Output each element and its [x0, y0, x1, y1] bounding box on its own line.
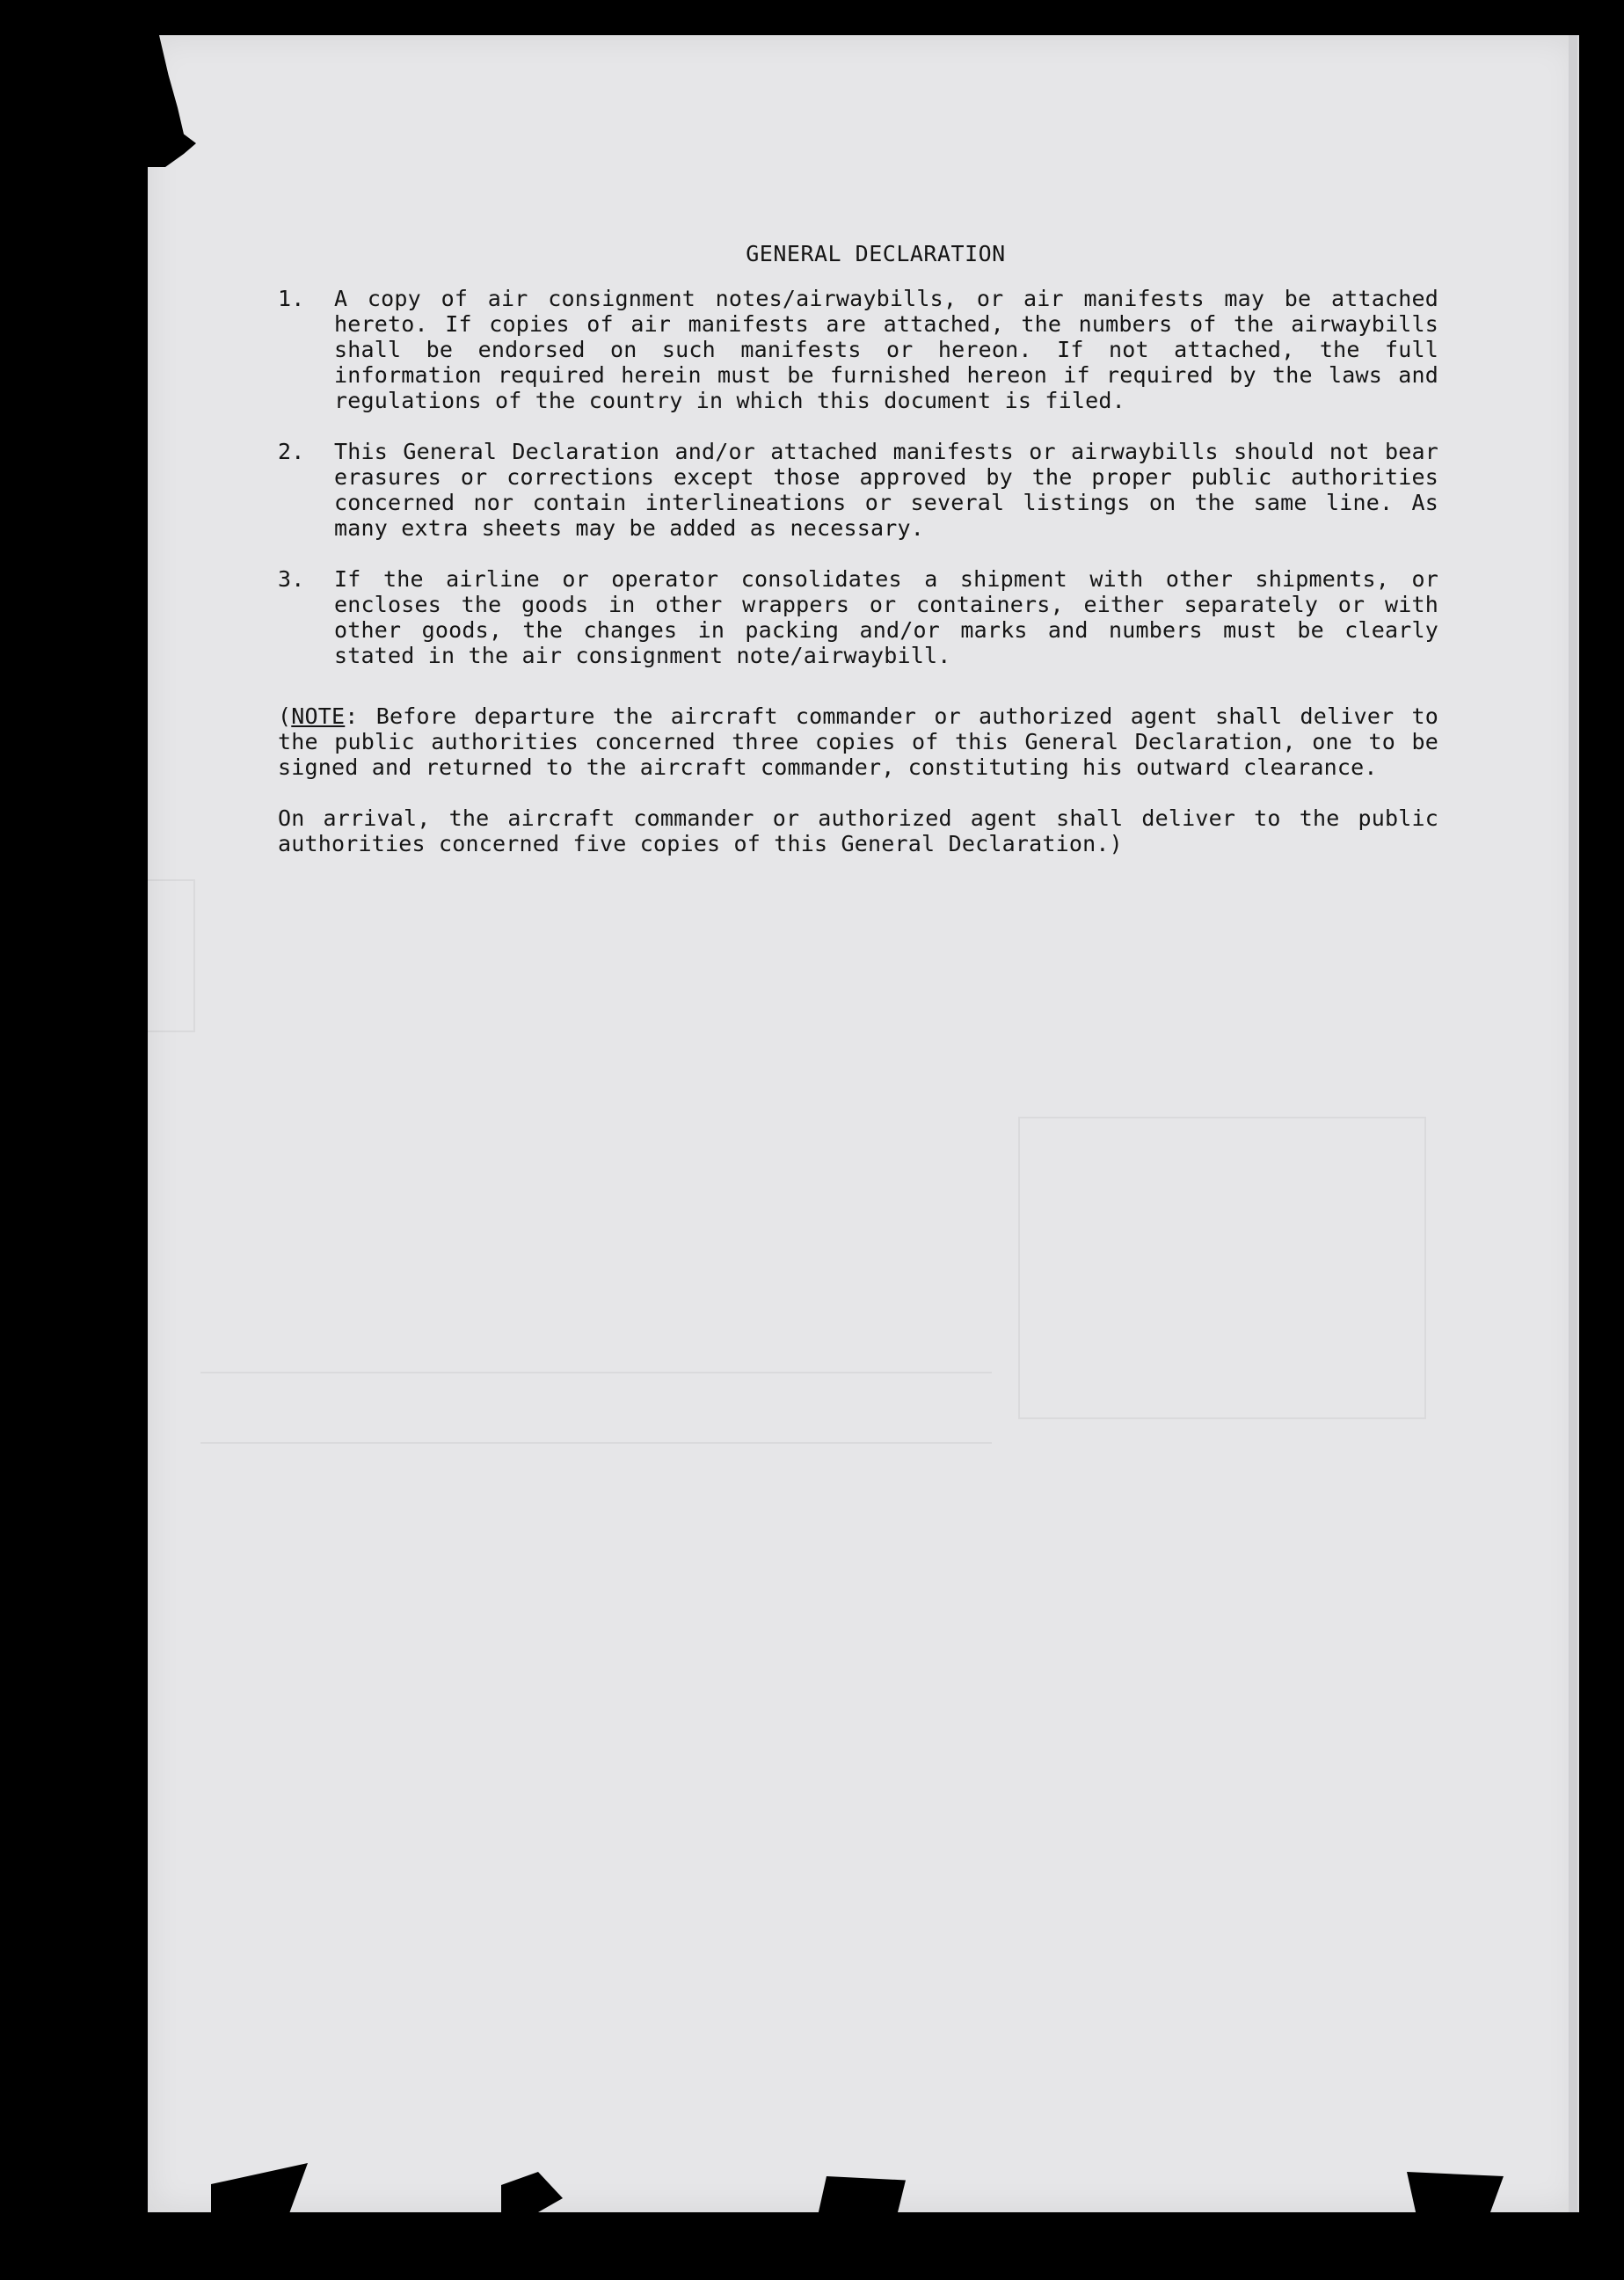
- page-title: GENERAL DECLARATION: [746, 241, 1006, 266]
- list-item: [278, 566, 1438, 668]
- bleed-through-line: [200, 1442, 992, 1444]
- scan-blot: [818, 2176, 906, 2216]
- item-text: A copy of air consignment notes/airwaybills, or air manifests may be attached hereto. If copies of air manifests are attached, the numbers of the airwaybills shall be endorsed on such manifests or hereon. If not attached, the full information required herein must be furnished hereon if required by the laws and regulations of the country in which this document is filed.: [334, 286, 1438, 413]
- note-label: NOTE: [291, 703, 346, 729]
- paper-edge: [1569, 35, 1577, 2212]
- bleed-through-mark: [139, 879, 195, 1032]
- item-text: If the airline or operator consolidates a shipment with other shipments, or encloses the goods in other wrappers or containers, either separately or with other goods, the changes in packing and/or marks and numbers must be clearly stated in the air consignment note/airwaybill.: [334, 566, 1438, 668]
- arrival-note: On arrival, the aircraft commander or authorized agent shall deliver to the public authorities concerned five copies of this General Declaration.): [278, 805, 1438, 856]
- note-paren: (: [278, 703, 292, 729]
- item-text: This General Declaration and/or attached manifests or airwaybills should not bear erasures or corrections except those approved by the proper public authorities concerned nor contain interlineations or several listings on the same line. As many extra sheets may be added as necessary.: [334, 439, 1438, 541]
- item-number: 3.: [278, 566, 305, 592]
- note-colon: :: [345, 703, 359, 729]
- note-text: Before departure the aircraft commander or authorized agent shall deliver to the public authorities concerned three copies of this General Declaration, one to be signed and returned to the aircraft commander, constituting his outward clearance.: [278, 703, 1438, 780]
- list-item: [278, 286, 1438, 413]
- scan-blot: [1407, 2172, 1504, 2216]
- bleed-through-box: [1018, 1117, 1426, 1419]
- list-item: [278, 439, 1438, 541]
- item-number: 2.: [278, 439, 305, 464]
- bleed-through-line: [200, 1372, 992, 1373]
- declaration-content: [278, 241, 1438, 856]
- item-number: 1.: [278, 286, 305, 311]
- departure-note: [278, 703, 1438, 780]
